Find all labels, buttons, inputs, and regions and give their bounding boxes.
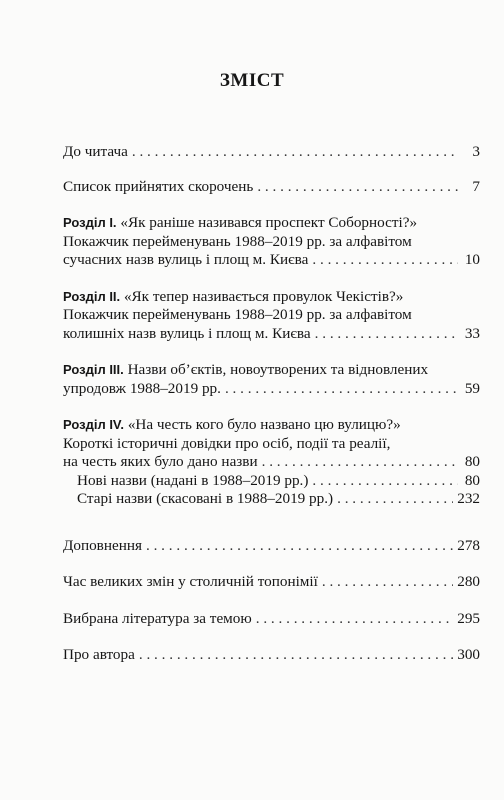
- toc-entry-intro: [63, 143, 480, 162]
- toc-page-number: 80: [464, 471, 480, 489]
- section-title-line: «Як раніше називався проспект Соборності?»: [120, 214, 418, 231]
- toc-page-number: 300: [457, 646, 480, 663]
- toc-entry-supplement: [63, 537, 480, 556]
- toc-page-number: 295: [457, 609, 480, 627]
- toc-entry-section-1: [63, 214, 480, 270]
- dot-leader: [312, 472, 458, 491]
- page-title: ЗМІСТ: [219, 70, 285, 91]
- section-title-line: на честь яких було дано назви: [63, 453, 258, 470]
- section-title-line: «На честь кого було названо цю вулицю?»: [127, 416, 401, 433]
- toc-page-number: 10: [464, 251, 480, 268]
- dot-leader: [256, 610, 453, 629]
- dot-leader: [322, 573, 453, 592]
- dot-leader: [337, 490, 453, 509]
- section-title-line: Назви об’єктів, новоутворених та відновлених: [127, 361, 429, 378]
- section-title-line: «Як тепер називається провулок Чекістів?»: [123, 287, 404, 305]
- section-title-line: Короткі історичні довідки про осіб, події та реалії,: [63, 434, 391, 452]
- toc-entry-section-4: [63, 416, 480, 509]
- toc-page-number: 59: [464, 379, 480, 397]
- toc-entry-abbreviations: [63, 178, 480, 197]
- section-title-line: сучасних назв вулиць і площ м. Києва: [63, 251, 309, 268]
- toc-entry-literature: [63, 610, 480, 629]
- toc-entry-label: Доповнення: [63, 536, 142, 554]
- toc-entry-label: Нові назви (надані в 1988–2019 рр.): [77, 471, 309, 489]
- toc-page-number: 3: [472, 143, 480, 160]
- toc-entry-label: Вибрана література за темою: [63, 609, 252, 627]
- dot-leader: [225, 380, 458, 399]
- toc-subentry-old-names: [63, 490, 480, 509]
- section-title-line: упродовж 1988–2019 рр.: [63, 379, 221, 397]
- section-prefix: Розділ I.: [63, 215, 117, 230]
- toc-entry-label: Старі назви (скасовані в 1988–2019 рр.): [77, 490, 334, 507]
- dot-leader: [139, 646, 453, 665]
- toc-page-number: 33: [464, 324, 480, 342]
- toc-page-number: 232: [457, 490, 480, 507]
- toc-subentry-new-names: [63, 472, 480, 491]
- toc-page-number: 80: [464, 453, 480, 470]
- toc-entry-section-3: [63, 361, 480, 398]
- dot-leader: [312, 251, 458, 270]
- toc-page-number: 7: [472, 177, 480, 195]
- section-prefix: Розділ IV.: [63, 417, 125, 432]
- toc-entry-label: До читача: [63, 143, 128, 160]
- toc-entry-label: Час великих змін у столичній топонімії: [63, 573, 318, 590]
- toc-entry-changes: [63, 573, 480, 592]
- toc-entry-author: [63, 646, 480, 665]
- dot-leader: [257, 178, 458, 197]
- section-prefix: Розділ II.: [63, 288, 121, 304]
- toc-entry-label: Список прийнятих скорочень: [63, 177, 254, 195]
- toc-entry-label: Про автора: [63, 646, 135, 663]
- dot-leader: [146, 537, 453, 556]
- dot-leader: [132, 143, 458, 162]
- dot-leader: [262, 453, 458, 472]
- section-title-line: Покажчик перейменувань 1988–2019 рр. за алфавітом: [63, 306, 412, 323]
- toc-entry-section-2: [63, 288, 480, 344]
- dot-leader: [315, 325, 458, 344]
- section-title-line: колишніх назв вулиць і площ м. Києва: [63, 324, 311, 342]
- toc-page-number: 280: [457, 573, 480, 590]
- table-of-contents: [63, 143, 480, 665]
- toc-page-number: 278: [457, 536, 480, 554]
- section-prefix: Розділ III.: [63, 362, 124, 377]
- section-title-line: Покажчик перейменувань 1988–2019 рр. за алфавітом: [63, 232, 412, 250]
